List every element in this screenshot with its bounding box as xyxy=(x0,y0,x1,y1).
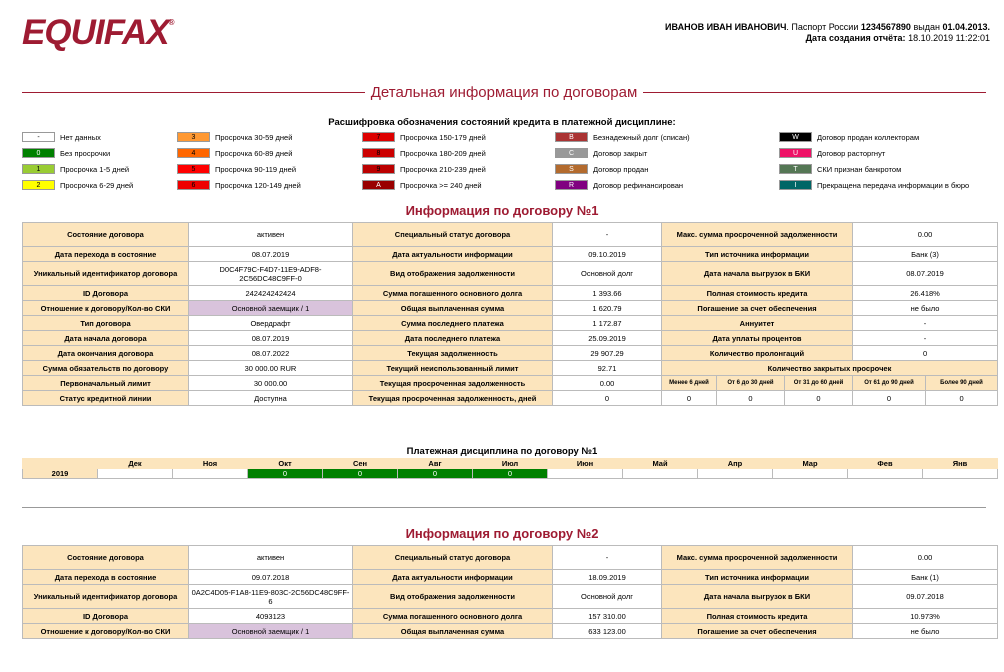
month-header: Мар xyxy=(773,459,848,469)
legend-label: Просрочка 6-29 дней xyxy=(60,180,134,190)
legend-label: СКИ признан банкротом xyxy=(817,164,902,174)
legend-column xyxy=(22,129,133,193)
legend-item xyxy=(22,145,133,161)
legend-label: Договор рефинансирован xyxy=(593,180,684,190)
legend-label: Нет данных xyxy=(60,132,101,142)
legend-column xyxy=(779,129,969,193)
month-header: Май xyxy=(623,459,698,469)
legend-code: W xyxy=(779,132,812,142)
legend-item xyxy=(22,177,133,193)
contract-1-title: Информация по договору №1 xyxy=(405,203,599,218)
month-cell xyxy=(923,469,998,479)
legend-column xyxy=(177,129,301,193)
legend-item xyxy=(555,161,690,177)
legend-label: Просрочка 60-89 дней xyxy=(215,148,293,158)
month-cell: 0 xyxy=(398,469,473,479)
legend-code: R xyxy=(555,180,588,190)
legend-code: 0 xyxy=(22,148,55,158)
legend-item xyxy=(22,161,133,177)
legend-code: I xyxy=(779,180,812,190)
legend-code: 5 xyxy=(177,164,210,174)
month-header: Сен xyxy=(323,459,398,469)
legend-item xyxy=(779,145,969,161)
month-cell xyxy=(623,469,698,479)
report-header: ИВАНОВ ИВАН ИВАНОВИЧ. Паспорт России 1234567890 выдан 01.04.2013. Дата создания отчёта: 18.10.2019 11:22:01 xyxy=(665,22,990,43)
legend-code: 6 xyxy=(177,180,210,190)
month-cell: 0 xyxy=(323,469,398,479)
legend-item xyxy=(177,129,301,145)
month-header: Апр xyxy=(698,459,773,469)
legend-code: U xyxy=(779,148,812,158)
section-title: Детальная информация по договорам xyxy=(22,84,986,101)
month-header: Фев xyxy=(848,459,923,469)
legend-label: Просрочка 1-5 дней xyxy=(60,164,130,174)
month-cell: 0 xyxy=(248,469,323,479)
legend-item xyxy=(779,129,969,145)
month-header: Ноя xyxy=(173,459,248,469)
month-cell xyxy=(173,469,248,479)
month-header: Окт xyxy=(248,459,323,469)
legend-item xyxy=(362,177,486,193)
legend-label: Договор продан xyxy=(593,164,649,174)
equifax-logo: EQUIFAX® xyxy=(22,13,174,52)
legend-code: A xyxy=(362,180,395,190)
month-cell xyxy=(773,469,848,479)
legend-label: Просрочка 90-119 дней xyxy=(215,164,297,174)
legend-code: 2 xyxy=(22,180,55,190)
legend-code: - xyxy=(22,132,55,142)
legend-code: 4 xyxy=(177,148,210,158)
month-header: Янв xyxy=(923,459,998,469)
month-header: Июл xyxy=(473,459,548,469)
legend-item xyxy=(555,145,690,161)
legend-item xyxy=(22,129,133,145)
month-cell xyxy=(98,469,173,479)
legend-label: Просрочка 210-239 дней xyxy=(400,164,486,174)
contract-2-table: Состояние договора активен Специальный статус договора - Макс. сумма просроченной задолженности 0.00 Дата перехода в состояние 09.07.2018 Дата актуальности информации 18.09.2019 Тип источника информации Банк (1) Уникальный идентификатор договора 0A2C4D05-F1A8-11E9-803C-2C56DC48C9FF-6 Вид отображения задолженности Основной долг Дата начала выгрузок в БКИ 09.07.2018 ID Договора 4093123 Сумма погашенного основного долга 157 310.00 Полная стоимость кредита 10.973% Отношение к договору/Кол-во СКИ Основной заемщик / 1 Общая выплаченная сумма 633 123.00 Погашение за счет обеспечения не было xyxy=(22,545,998,639)
legend-item xyxy=(555,177,690,193)
legend-item xyxy=(177,145,301,161)
legend-code: C xyxy=(555,148,588,158)
legend-item xyxy=(779,161,969,177)
legend-code: 1 xyxy=(22,164,55,174)
legend-item xyxy=(362,129,486,145)
legend-code: B xyxy=(555,132,588,142)
legend-item xyxy=(177,177,301,193)
payment-discipline-table: Дек Ноя Окт Сен Авг Июл Июн Май Апр Мар Фев Янв 2019 0 0 0 0 xyxy=(22,458,998,479)
legend-column xyxy=(555,129,690,193)
legend-label: Договор расторгнут xyxy=(817,148,886,158)
month-cell xyxy=(848,469,923,479)
legend-label: Просрочка >= 240 дней xyxy=(400,180,482,190)
legend-label: Договор закрыт xyxy=(593,148,648,158)
legend-item xyxy=(779,177,969,193)
legend-item xyxy=(177,161,301,177)
legend-item xyxy=(555,129,690,145)
legend-item xyxy=(362,161,486,177)
month-header: Дек xyxy=(98,459,173,469)
legend-label: Просрочка 120-149 дней xyxy=(215,180,301,190)
month-cell xyxy=(548,469,623,479)
legend-label: Прекращена передача информации в бюро xyxy=(817,180,970,190)
contract-1-table: Состояние договора активен Специальный статус договора - Макс. сумма просроченной задолженности 0.00 Дата перехода в состояние 08.07.2019 Дата актуальности информации 09.10.2019 Тип источника информации Банк (3) Уникальный идентификатор договора D0C4F79C-F4D7-11E9-ADF8-2C56DC48C9FF-0 Вид отображения задолженности Основной долг Дата начала выгрузок в БКИ 08.07.2019 ID Договора 242424242424 Сумма погашенного основного долга 1 393.66 Полная стоимость кредита 26.418% Отношение к договору/Кол-во СКИ Основной заемщик / 1 Общая выплаченная сумма 1 620.79 Погашение за счет обеспечения не было Тип договора Овердрафт Сумма последнего платежа 1 172.87 Аннуитет - Дата начала договора 08.07.2019 Дата последнего платежа 25.09.2019 Дата уплаты процентов - Дата окончания договора 08.07.2022 Текущая задолженность 29 907.29 Количество пролонгаций 0 Сумма обязательств по договору 30 000.00 RUR Текущий неиспользованный лимит 92.71 Количество закрытых просрочек Первоначальный лимит 30 000.00 Текущая просроченная задолженность 0.00 Менее 6 дней От 6 до 30 дней От 31 до 60 дней От 61 до 90 дней Более 90 дней Статус кредитной линии Доступна Текущая просроченная задолженность, дней 0 0 0 0 0 0 xyxy=(22,222,998,406)
legend-code: T xyxy=(779,164,812,174)
legend-column xyxy=(362,129,486,193)
legend-label: Договор продан коллекторам xyxy=(817,132,920,142)
divider xyxy=(22,507,986,508)
legend-code: S xyxy=(555,164,588,174)
month-header: Июн xyxy=(548,459,623,469)
payment-discipline-title: Платежная дисциплина по договору №1 xyxy=(406,446,598,457)
legend-code: 7 xyxy=(362,132,395,142)
month-cell: 0 xyxy=(473,469,548,479)
legend-title: Расшифровка обозначения состояний кредита в платежной дисциплине: xyxy=(328,117,676,128)
legend-item xyxy=(362,145,486,161)
contract-2-title: Информация по договору №2 xyxy=(405,526,599,541)
legend-label: Просрочка 180-209 дней xyxy=(400,148,486,158)
legend-label: Безнадежный долг (списан) xyxy=(593,132,690,142)
legend-label: Без просрочки xyxy=(60,148,111,158)
month-header: Авг xyxy=(398,459,473,469)
legend-code: 9 xyxy=(362,164,395,174)
legend-code: 3 xyxy=(177,132,210,142)
legend-code: 8 xyxy=(362,148,395,158)
month-cell xyxy=(698,469,773,479)
legend-label: Просрочка 150-179 дней xyxy=(400,132,486,142)
legend-label: Просрочка 30-59 дней xyxy=(215,132,293,142)
